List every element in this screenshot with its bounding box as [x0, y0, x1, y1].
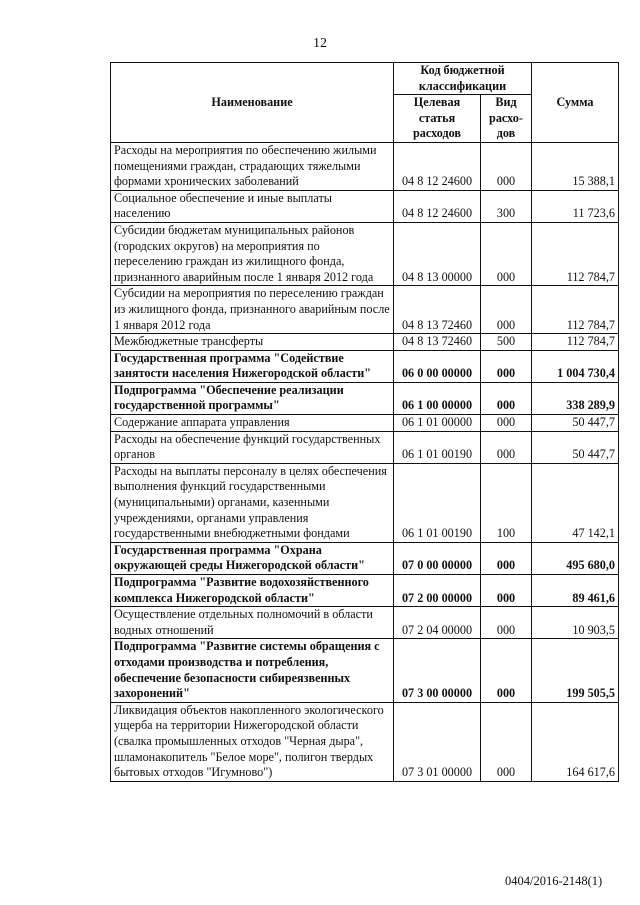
- cell-sum: 199 505,5: [532, 639, 619, 702]
- page-number: 12: [313, 36, 327, 51]
- cell-target-code: 07 0 00 00000: [394, 542, 481, 574]
- cell-name: Субсидии на мероприятия по переселению граждан из жилищного фонда, признанного аварийным после 1 января 2012 года: [111, 286, 394, 334]
- cell-name: Социальное обеспечение и иные выплаты населению: [111, 190, 394, 222]
- cell-expense-type: 000: [481, 286, 532, 334]
- cell-expense-type: 000: [481, 415, 532, 432]
- cell-expense-type: 000: [481, 350, 532, 382]
- cell-name: Осуществление отдельных полномочий в области водных отношений: [111, 607, 394, 639]
- document-code: 0404/2016-2148(1): [505, 874, 603, 888]
- table-row: [111, 190, 619, 222]
- table-row: [111, 702, 619, 781]
- cell-sum: 10 903,5: [532, 607, 619, 639]
- cell-name: Межбюджетные трансферты: [111, 334, 394, 351]
- table-row: [111, 575, 619, 607]
- cell-target-code: 07 3 01 00000: [394, 702, 481, 781]
- cell-name: Подпрограмма "Развитие системы обращения с отходами производства и потребления, обеспечение безопасности сибиреязвенных захоронений": [111, 639, 394, 702]
- cell-sum: 338 289,9: [532, 382, 619, 414]
- cell-name: Расходы на выплаты персоналу в целях обеспечения выполнения функций государственными (муниципальными) органами, казенными учреждениями, органами управления государственными внебюджетными фондами: [111, 463, 394, 542]
- table-row: [111, 286, 619, 334]
- cell-sum: 495 680,0: [532, 542, 619, 574]
- cell-target-code: 07 2 00 00000: [394, 575, 481, 607]
- table-row: [111, 222, 619, 285]
- cell-expense-type: 300: [481, 190, 532, 222]
- table-row: [111, 431, 619, 463]
- cell-sum: 89 461,6: [532, 575, 619, 607]
- cell-target-code: 07 3 00 00000: [394, 639, 481, 702]
- table-row: [111, 142, 619, 190]
- cell-sum: 50 447,7: [532, 415, 619, 432]
- table-row: [111, 350, 619, 382]
- cell-sum: 112 784,7: [532, 286, 619, 334]
- table-row: [111, 415, 619, 432]
- cell-target-code: 04 8 13 72460: [394, 286, 481, 334]
- table-row: [111, 334, 619, 351]
- cell-sum: 112 784,7: [532, 222, 619, 285]
- cell-sum: 164 617,6: [532, 702, 619, 781]
- cell-expense-type: 000: [481, 542, 532, 574]
- cell-target-code: 06 1 01 00000: [394, 415, 481, 432]
- cell-target-code: 06 1 01 00190: [394, 431, 481, 463]
- cell-expense-type: 500: [481, 334, 532, 351]
- table-body: [111, 142, 619, 781]
- header-name: Наименование: [111, 63, 394, 143]
- cell-expense-type: 100: [481, 463, 532, 542]
- cell-sum: 50 447,7: [532, 431, 619, 463]
- cell-target-code: 04 8 13 72460: [394, 334, 481, 351]
- cell-sum: 1 004 730,4: [532, 350, 619, 382]
- cell-name: Государственная программа "Содействие занятости населения Нижегородской области": [111, 350, 394, 382]
- cell-name: Расходы на обеспечение функций государственных органов: [111, 431, 394, 463]
- header-budget-code: Код бюджетной классификации: [394, 63, 532, 95]
- cell-target-code: 04 8 13 00000: [394, 222, 481, 285]
- cell-expense-type: 000: [481, 702, 532, 781]
- cell-name: Ликвидация объектов накопленного экологического ущерба на территории Нижегородской области (свалка промышленных отходов "Черная дыра", шламонакопитель "Белое море", полигон твердых бытовых отходов "Игумново"): [111, 702, 394, 781]
- cell-name: Подпрограмма "Развитие водохозяйственного комплекса Нижегородской области": [111, 575, 394, 607]
- budget-table: [110, 62, 619, 782]
- header-sum: Сумма: [532, 63, 619, 143]
- cell-name: Подпрограмма "Обеспечение реализации государственной программы": [111, 382, 394, 414]
- table-row: [111, 607, 619, 639]
- cell-expense-type: 000: [481, 382, 532, 414]
- cell-target-code: 06 1 00 00000: [394, 382, 481, 414]
- cell-expense-type: 000: [481, 607, 532, 639]
- cell-target-code: 04 8 12 24600: [394, 190, 481, 222]
- cell-target-code: 06 1 01 00190: [394, 463, 481, 542]
- cell-expense-type: 000: [481, 142, 532, 190]
- cell-target-code: 04 8 12 24600: [394, 142, 481, 190]
- table-row: [111, 639, 619, 702]
- cell-expense-type: 000: [481, 639, 532, 702]
- table-row: [111, 542, 619, 574]
- cell-sum: 112 784,7: [532, 334, 619, 351]
- cell-name: Государственная программа "Охрана окружающей среды Нижегородской области": [111, 542, 394, 574]
- cell-name: Расходы на мероприятия по обеспечению жилыми помещениями граждан, страдающих тяжелыми формами хронических заболеваний: [111, 142, 394, 190]
- cell-target-code: 06 0 00 00000: [394, 350, 481, 382]
- cell-expense-type: 000: [481, 222, 532, 285]
- table-row: [111, 463, 619, 542]
- cell-expense-type: 000: [481, 575, 532, 607]
- cell-sum: 11 723,6: [532, 190, 619, 222]
- header-expense-type: Вид расхо-дов: [481, 95, 532, 143]
- cell-expense-type: 000: [481, 431, 532, 463]
- cell-name: Субсидии бюджетам муниципальных районов (городских округов) на мероприятия по переселению граждан из жилищного фонда, признанного аварийным после 1 января 2012 года: [111, 222, 394, 285]
- cell-target-code: 07 2 04 00000: [394, 607, 481, 639]
- cell-sum: 47 142,1: [532, 463, 619, 542]
- cell-sum: 15 388,1: [532, 142, 619, 190]
- header-target: Целевая статья расходов: [394, 95, 481, 143]
- cell-name: Содержание аппарата управления: [111, 415, 394, 432]
- table-row: [111, 382, 619, 414]
